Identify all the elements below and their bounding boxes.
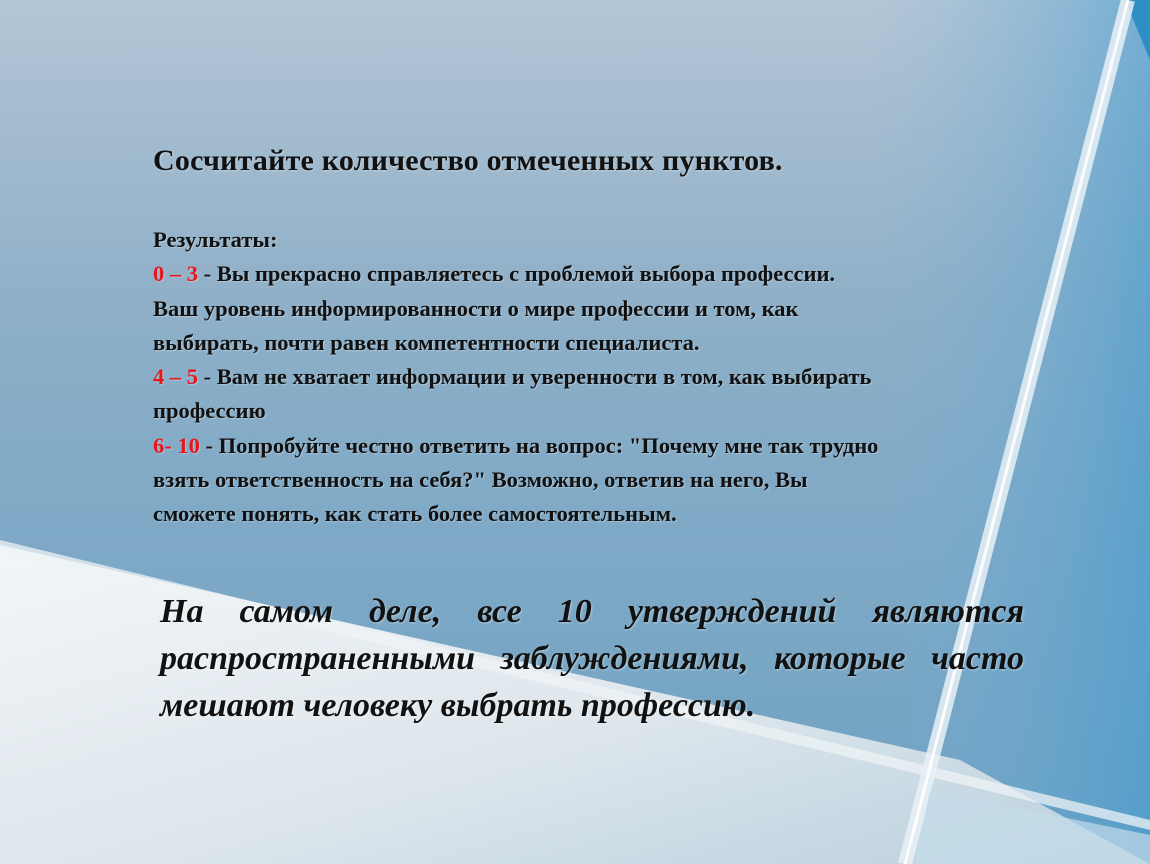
results-block bbox=[153, 223, 1093, 532]
result-1-line-0 bbox=[153, 360, 1093, 394]
result-range: 0 – 3 bbox=[153, 261, 198, 287]
result-text: - Попробуйте честно ответить на вопрос: "Почему мне так трудно bbox=[199, 432, 879, 458]
result-range: 6- 10 bbox=[153, 432, 200, 458]
result-2-line-2: сможете понять, как стать более самостоятельным. bbox=[153, 501, 677, 527]
conclusion-text: На самом деле, все 10 утверждений являются распространенными заблуждениями, которые часто мешают человеку выбрать профессию. bbox=[160, 593, 1024, 724]
result-text: - Вы прекрасно справляетесь с проблемой выбора профессии. bbox=[198, 261, 836, 287]
result-0-line-1: Ваш уровень информированности о мире профессии и том, как bbox=[153, 295, 799, 321]
result-0-line-0 bbox=[153, 257, 1093, 291]
result-range: 4 – 5 bbox=[153, 364, 198, 390]
result-1-line-1: профессию bbox=[153, 398, 266, 424]
results-label: Результаты: bbox=[153, 227, 278, 252]
result-2-line-0 bbox=[153, 429, 1093, 463]
result-2-line-1: взять ответственность на себя?" Возможно, ответив на него, Вы bbox=[153, 467, 808, 493]
result-text: - Вам не хватает информации и уверенности в том, как выбирать bbox=[198, 364, 872, 390]
slide-heading: Сосчитайте количество отмеченных пунктов. bbox=[153, 144, 783, 177]
result-0-line-2: выбирать, почти равен компетентности специалиста. bbox=[153, 329, 700, 355]
